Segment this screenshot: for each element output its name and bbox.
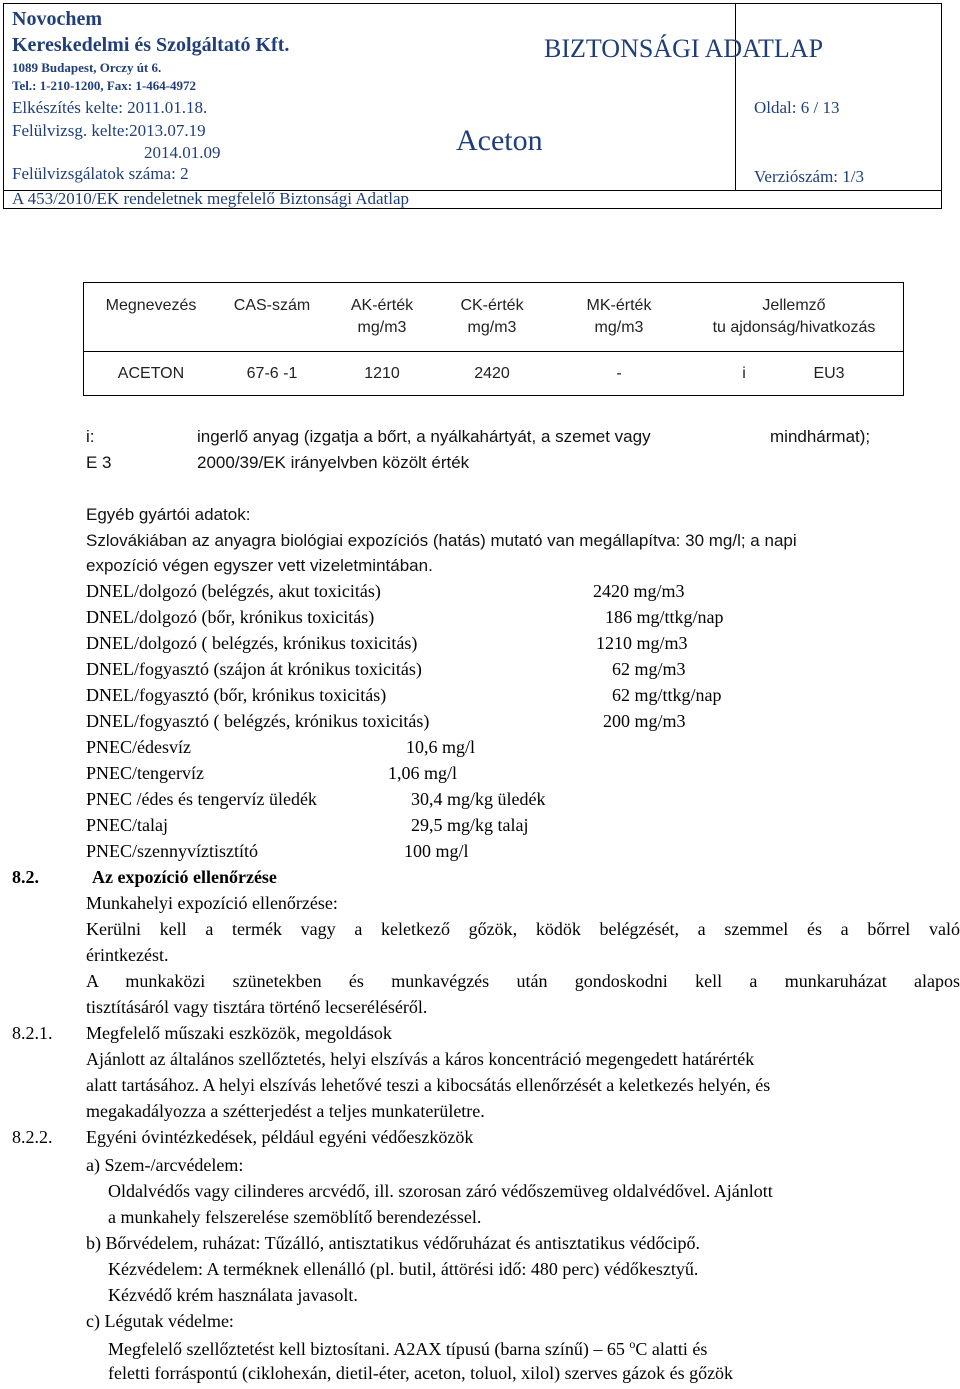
section-number: 8.2.1. bbox=[12, 1023, 53, 1043]
section-title: Az expozíció ellenőrzése bbox=[92, 867, 277, 887]
paragraph-line: Oldalvédős vagy cilinderes arcvédő, ill. szorosan záró védőszemüveg oldalvédővel. Ajánlott bbox=[108, 1181, 773, 1201]
table-cell-property: i bbox=[742, 365, 746, 382]
paragraph-line: feletti forráspontú (ciklohexán, dietil-éter, aceton, toluol, xilol) szerves gázok és gőzök bbox=[108, 1363, 734, 1383]
table-header-property-sub: tu ajdonság/hivatkozás bbox=[712, 319, 876, 336]
list-item-heading: a) Szem-/arcvédelem: bbox=[86, 1155, 244, 1175]
subsection-title: Munkahelyi expozíció ellenőrzése: bbox=[86, 893, 338, 913]
revision-count: Felülvizsgálatok száma: 2 bbox=[12, 164, 189, 183]
table-header-ak: AK-érték bbox=[350, 297, 414, 314]
legend-text-eu: 2000/39/EK irányelvben közölt érték bbox=[197, 453, 470, 472]
created-date: Elkészítés kelte: 2011.01.18. bbox=[12, 98, 208, 117]
paragraph-line: Kézvédelem: A terméknek ellenálló (pl. butil, áttörési idő: 480 perc) védőkesztyű. bbox=[108, 1259, 699, 1279]
table-header-mk: MK-érték bbox=[586, 297, 652, 314]
dnel-value: 62 mg/m3 bbox=[612, 659, 686, 679]
paragraph-line: érintkezést. bbox=[86, 945, 169, 965]
dnel-label: DNEL/dolgozó ( belégzés, krónikus toxicitás) bbox=[86, 633, 418, 653]
company-address: 1089 Budapest, Orczy út 6. bbox=[12, 60, 162, 75]
dnel-value: 2420 mg/m3 bbox=[593, 581, 685, 601]
pnec-value: 30,4 mg/kg üledék bbox=[411, 789, 546, 809]
legend-key-eu: E 3 bbox=[86, 453, 112, 472]
table-header-mk-unit: mg/m3 bbox=[594, 319, 644, 336]
exposure-limits-table bbox=[83, 282, 904, 396]
table-cell-ak: 1210 bbox=[364, 365, 400, 382]
header-divider bbox=[735, 4, 736, 190]
paragraph-line: megakadályozza a szétterjedést a teljes munkaterületre. bbox=[86, 1101, 485, 1121]
legend-text-i-end: mindhármat); bbox=[770, 427, 871, 446]
product-name: Aceton bbox=[456, 124, 543, 157]
table-header-property: Jellemző bbox=[762, 297, 826, 314]
paragraph-line: a munkahely felszerelése szemöblítő berendezéssel. bbox=[108, 1207, 482, 1227]
document-header bbox=[3, 3, 942, 209]
list-item-heading: c) Légutak védelme: bbox=[86, 1311, 234, 1331]
pnec-label: PNEC/talaj bbox=[86, 815, 168, 835]
dnel-label: DNEL/fogyasztó (bőr, krónikus toxicitás) bbox=[86, 685, 387, 705]
list-item-heading: b) Bőrvédelem, ruházat: Tűzálló, antisztatikus védőruházat és antisztatikus védőcipő. bbox=[86, 1233, 700, 1253]
dnel-label: DNEL/fogyasztó ( belégzés, krónikus toxicitás) bbox=[86, 711, 430, 731]
company-phone: Tel.: 1-210-1200, Fax: 1-464-4972 bbox=[12, 78, 197, 93]
section-title: Megfelelő műszaki eszközök, megoldások bbox=[86, 1023, 392, 1043]
table-header-ak-unit: mg/m3 bbox=[357, 319, 407, 336]
table-cell-mk: - bbox=[616, 365, 622, 382]
dnel-value: 186 mg/ttkg/nap bbox=[605, 607, 724, 627]
table-header-name: Megnevezés bbox=[105, 297, 197, 314]
table-header-cas: CAS-szám bbox=[233, 297, 311, 314]
legend-key-i: i: bbox=[86, 427, 95, 446]
pnec-value: 1,06 mg/l bbox=[388, 763, 458, 783]
paragraph-line: Kézvédő krém használata javasolt. bbox=[108, 1285, 358, 1305]
legend-text-i: ingerlő anyag (izgatja a bőrt, a nyálkahártyát, a szemet vagy bbox=[197, 427, 651, 446]
table-cell-name: ACETON bbox=[117, 365, 185, 382]
dnel-value: 200 mg/m3 bbox=[603, 711, 686, 731]
other-data-line: expozíció végen egyszer vett vizeletmintában. bbox=[86, 556, 433, 575]
pnec-label: PNEC/édesvíz bbox=[86, 737, 191, 757]
version-number: Verziószám: 1/3 bbox=[754, 167, 864, 186]
paragraph-line: A munkaközi szünetekben és munkavégzés után gondoskodni kell a munkaruházat alapos bbox=[86, 971, 960, 991]
revision-date: Felülvizsg. kelte:2013.07.19 bbox=[12, 121, 206, 140]
table-header-separator bbox=[84, 351, 903, 352]
section-title: Egyéni óvintézkedések, például egyéni védőeszközök bbox=[86, 1127, 474, 1147]
other-data-title: Egyéb gyártói adatok: bbox=[86, 505, 251, 524]
paragraph-line: Kerülni kell a termék vagy a keletkező gőzök, ködök belégzését, a szemmel és a bőrrel való bbox=[86, 919, 960, 939]
section-number: 8.2. bbox=[12, 867, 39, 887]
table-header-ck: CK-érték bbox=[460, 297, 524, 314]
pnec-value: 29,5 mg/kg talaj bbox=[411, 815, 529, 835]
dnel-value: 1210 mg/m3 bbox=[596, 633, 688, 653]
pnec-value: 10,6 mg/l bbox=[406, 737, 476, 757]
revision-date-2: 2014.01.09 bbox=[144, 143, 221, 162]
pnec-label: PNEC/tengervíz bbox=[86, 763, 204, 783]
paragraph-line: alatt tartásához. A helyi elszívás lehetővé teszi a kibocsátás ellenőrzését a keletkezés helyén, és bbox=[86, 1075, 771, 1095]
dnel-label: DNEL/dolgozó (belégzés, akut toxicitás) bbox=[86, 581, 381, 601]
paragraph-line: Ajánlott az általános szellőztetés, helyi elszívás a káros koncentráció megengedett határérték bbox=[86, 1049, 755, 1069]
text-run: C alatti és bbox=[635, 1339, 708, 1359]
superscript: o bbox=[629, 1337, 636, 1351]
document-title: BIZTONSÁGI ADATLAP bbox=[544, 34, 824, 63]
table-header-ck-unit: mg/m3 bbox=[467, 319, 517, 336]
dnel-label: DNEL/dolgozó (bőr, krónikus toxicitás) bbox=[86, 607, 375, 627]
regulation-note: A 453/2010/EK rendeletnek megfelelő Biztonsági Adatlap bbox=[12, 189, 410, 208]
dnel-label: DNEL/fogyasztó (szájon át krónikus toxicitás) bbox=[86, 659, 422, 679]
text-run: Megfelelő szellőztetést kell biztosítani. A2AX típusú (barna színű) – 65 bbox=[108, 1339, 625, 1359]
paragraph-line bbox=[108, 1337, 707, 1360]
other-data-line: Szlovákiában az anyagra biológiai expozíciós (hatás) mutató van megállapítva: 30 mg/l; a napi bbox=[86, 531, 797, 550]
company-name: Novochem bbox=[12, 8, 102, 30]
company-name-line2: Kereskedelmi és Szolgáltató Kft. bbox=[12, 34, 290, 56]
section-number: 8.2.2. bbox=[12, 1127, 53, 1147]
pnec-label: PNEC /édes és tengervíz üledék bbox=[86, 789, 317, 809]
table-cell-ck: 2420 bbox=[474, 365, 510, 382]
table-cell-cas: 67-6 -1 bbox=[246, 365, 298, 382]
paragraph-line: tisztításáról vagy tisztára történő lecseréléséről. bbox=[86, 997, 428, 1017]
table-cell-reference: EU3 bbox=[813, 365, 845, 382]
dnel-value: 62 mg/ttkg/nap bbox=[612, 685, 722, 705]
page-number: Oldal: 6 / 13 bbox=[754, 98, 840, 117]
pnec-value: 100 mg/l bbox=[404, 841, 469, 861]
pnec-label: PNEC/szennyvíztisztító bbox=[86, 841, 258, 861]
